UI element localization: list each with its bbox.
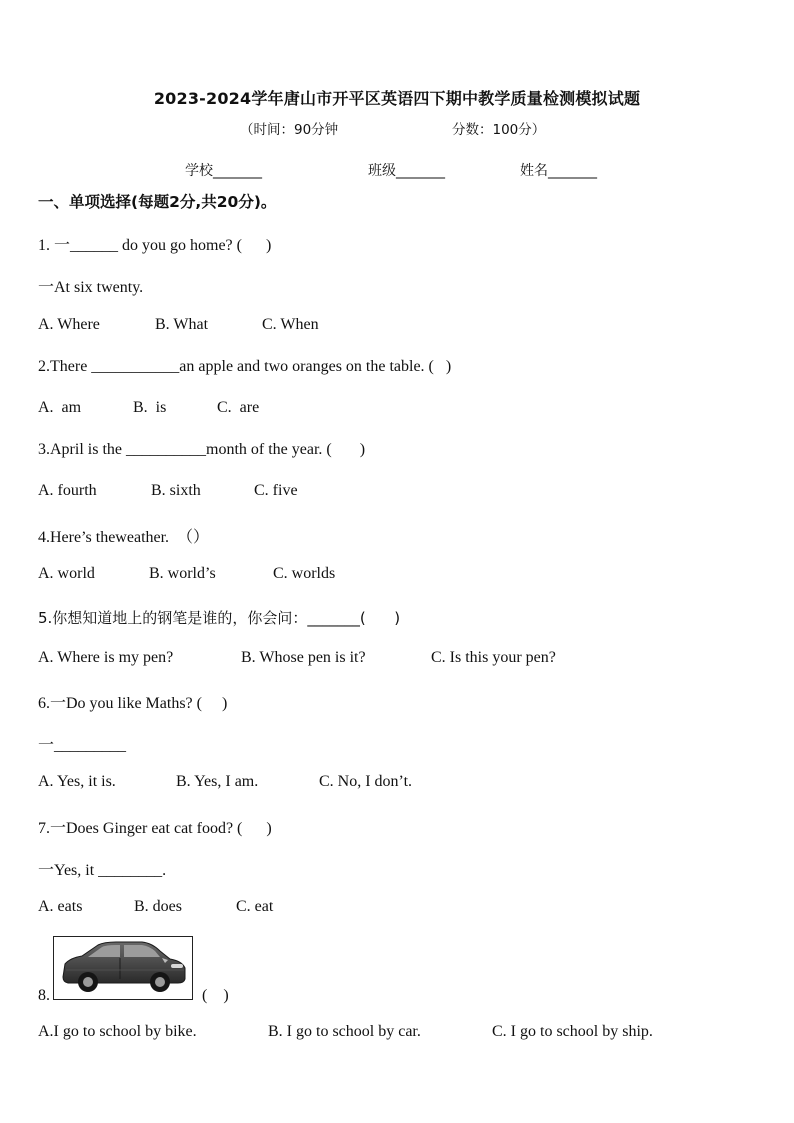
question-6-answer-line: 一_________ [38, 737, 127, 754]
question-3-stem: 3.April is the __________month of the year. ( ) [38, 441, 366, 458]
question-8-number: 8. [38, 987, 50, 1004]
option-a: A. Where is my pen? [38, 649, 174, 666]
car-picture [53, 936, 193, 1000]
question-7-answer-line: 一Yes, it ________. [38, 862, 167, 879]
option-c: C. I go to school by ship. [492, 1023, 653, 1040]
question-1-stem: 1. 一______ do you go home? ( ) [38, 237, 272, 254]
option-b: B. sixth [151, 482, 201, 499]
option-c: C. When [262, 316, 319, 333]
name-field: 姓名_______ [520, 163, 597, 179]
option-c: C. Is this your pen? [431, 649, 556, 666]
question-4-stem: 4.Here’s theweather. （） [38, 529, 210, 546]
option-b: B. I go to school by car. [268, 1023, 421, 1040]
option-a: A. am [38, 399, 82, 416]
school-field: 学校_______ [185, 163, 262, 179]
question-2-stem: 2.There ___________an apple and two oranges on the table. ( ) [38, 358, 452, 375]
option-c: C. five [254, 482, 298, 499]
question-6-stem: 6.一Do you like Maths? ( ) [38, 695, 228, 712]
option-c: C. are [217, 399, 260, 416]
question-5-stem: 5.你想知道地上的钢笔是谁的，你会问：_______( ) [38, 609, 401, 627]
option-a: A. fourth [38, 482, 97, 499]
option-a: A. Yes, it is. [38, 773, 116, 790]
question-1-answer-line: 一At six twenty. [38, 279, 144, 296]
option-b: B. is [133, 399, 167, 416]
option-c: C. eat [236, 898, 274, 915]
section-title: 一、单项选择(每题2分,共20分)。 [38, 193, 277, 211]
exam-score: 分数：100分） [452, 122, 546, 138]
class-field: 班级_______ [368, 163, 445, 179]
car-icon [54, 937, 191, 998]
option-b: B. What [155, 316, 209, 333]
option-b: B. does [134, 898, 182, 915]
option-c: C. worlds [273, 565, 336, 582]
option-a: A. Where [38, 316, 100, 333]
option-a: A.I go to school by bike. [38, 1023, 197, 1040]
option-a: A. world [38, 565, 95, 582]
option-c: C. No, I don’t. [319, 773, 413, 790]
exam-time: （时间：90分钟 [240, 122, 339, 138]
option-b: B. world’s [149, 565, 216, 582]
option-a: A. eats [38, 898, 83, 915]
question-8-blank: ( ) [202, 987, 229, 1004]
exam-title: 2023-2024学年唐山市开平区英语四下期中教学质量检测模拟试题 [153, 89, 641, 108]
question-7-stem: 7.一Does Ginger eat cat food? ( ) [38, 820, 272, 837]
option-b: B. Whose pen is it? [241, 649, 366, 666]
option-b: B. Yes, I am. [176, 773, 259, 790]
